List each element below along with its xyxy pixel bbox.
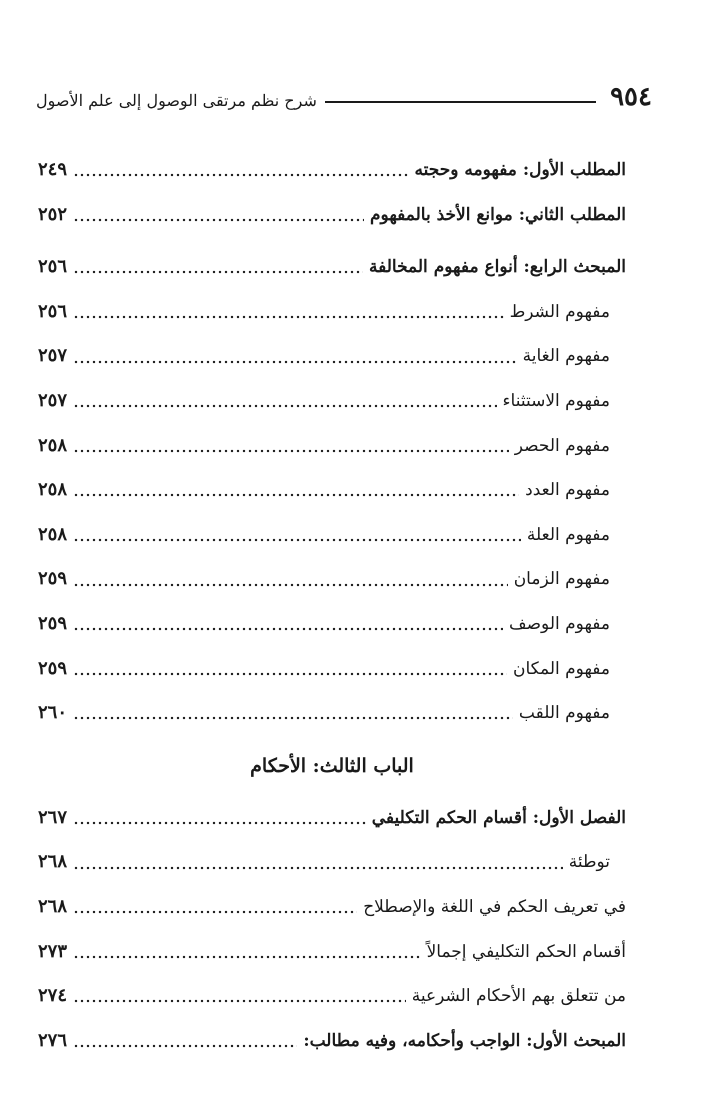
toc-entry-label: مفهوم الغاية bbox=[522, 346, 610, 367]
toc-entry bbox=[38, 796, 626, 841]
toc-entry-label: مفهوم الزمان bbox=[513, 569, 610, 590]
toc-entry-page: ٢٦٨ bbox=[38, 895, 68, 917]
toc-entry bbox=[38, 290, 626, 335]
dot-leader bbox=[73, 716, 513, 720]
toc-entry-page: ٢٥٨ bbox=[38, 434, 68, 456]
toc-entry-label: الفصل الأول: أقسام الحكم التكليفي bbox=[371, 807, 626, 828]
toc-entry bbox=[38, 930, 626, 975]
toc-entry-page: ٢٧٣ bbox=[38, 940, 68, 962]
dot-leader bbox=[73, 315, 504, 319]
toc-entry-page: ٢٥٨ bbox=[38, 479, 68, 501]
running-title: شرح نظم مرتقى الوصول إلى علم الأصول bbox=[36, 91, 317, 110]
toc-entry-page: ٢٧٤ bbox=[38, 985, 68, 1007]
dot-leader bbox=[73, 538, 521, 542]
toc-entry-label: المبحث الرابع: أنواع مفهوم المخالفة bbox=[369, 257, 626, 278]
toc-entry-page: ٢٥٦ bbox=[38, 256, 68, 278]
toc-entry-page: ٢٥٦ bbox=[38, 300, 68, 322]
table-of-contents bbox=[38, 148, 626, 1063]
dot-leader bbox=[73, 999, 406, 1003]
toc-entry-page: ٢٦٧ bbox=[38, 806, 68, 828]
toc-entry-label: مفهوم اللقب bbox=[518, 703, 610, 724]
toc-entry bbox=[38, 148, 626, 193]
header-rule bbox=[325, 101, 596, 103]
toc-entry bbox=[38, 647, 626, 692]
toc-entry-label: مفهوم الاستثناء bbox=[502, 390, 610, 411]
toc-entry bbox=[38, 334, 626, 379]
toc-entry-label: مفهوم العلة bbox=[526, 524, 610, 545]
page-header bbox=[36, 72, 652, 112]
toc-entry bbox=[38, 840, 626, 885]
toc-entry-page: ٢٥٧ bbox=[38, 345, 68, 367]
toc-entry-label: المبحث الأول: الواجب وأحكامه، وفيه مطالب: bbox=[303, 1030, 626, 1051]
toc-entry-page: ٢٧٦ bbox=[38, 1029, 68, 1051]
toc-entry-page: ٢٥٨ bbox=[38, 523, 68, 545]
dot-leader bbox=[73, 360, 517, 364]
toc-entry-label: المطلب الأول: مفهومه وحجته bbox=[414, 160, 626, 180]
toc-entry-page: ٢٤٩ bbox=[38, 159, 68, 180]
toc-entry-page: ٢٥٢ bbox=[38, 203, 68, 225]
dot-leader bbox=[73, 821, 366, 825]
part-title: الباب الثالث: الأحكام bbox=[250, 754, 414, 777]
toc-entry bbox=[38, 245, 626, 290]
toc-entry-label: مفهوم المكان bbox=[512, 658, 610, 679]
toc-entry-label: من تتعلق بهم الأحكام الشرعية bbox=[411, 986, 626, 1007]
toc-entry-page: ٢٦٨ bbox=[38, 851, 68, 873]
toc-entry-label: مفهوم العدد bbox=[525, 480, 610, 501]
toc-entry-label: مفهوم الحصر bbox=[514, 435, 610, 456]
toc-entry-page: ٢٥٩ bbox=[38, 612, 68, 634]
toc-entry bbox=[38, 974, 626, 1019]
toc-entry-label: توطئة bbox=[568, 852, 610, 873]
dot-leader bbox=[73, 866, 563, 870]
dot-leader bbox=[73, 218, 364, 222]
toc-entry-page: ٢٥٩ bbox=[38, 657, 68, 679]
toc-entry bbox=[38, 885, 626, 930]
toc-entry-label: المطلب الثاني: موانع الأخذ بالمفهوم bbox=[370, 204, 626, 225]
dot-leader bbox=[73, 404, 497, 408]
dot-leader bbox=[73, 173, 408, 177]
toc-entry-label: في تعريف الحكم في اللغة والإصطلاح bbox=[363, 896, 626, 917]
dot-leader bbox=[73, 1044, 297, 1048]
dot-leader bbox=[73, 910, 357, 914]
page-number: ٩٥٤ bbox=[610, 82, 652, 112]
toc-entry bbox=[38, 468, 626, 513]
toc-entry-label: أقسام الحكم التكليفي إجمالاً bbox=[426, 941, 626, 962]
toc-entry bbox=[38, 1019, 626, 1064]
toc-entry bbox=[38, 379, 626, 424]
toc-entry bbox=[38, 557, 626, 602]
dot-leader bbox=[73, 627, 503, 631]
dot-leader bbox=[73, 449, 509, 453]
dot-leader bbox=[73, 955, 421, 959]
toc-entry bbox=[38, 691, 626, 736]
dot-leader bbox=[73, 583, 508, 587]
toc-entry bbox=[38, 424, 626, 469]
toc-entry bbox=[38, 193, 626, 238]
toc-entry bbox=[38, 513, 626, 558]
toc-entry-page: ٢٦٠ bbox=[38, 702, 68, 724]
toc-entry-label: مفهوم الوصف bbox=[509, 613, 610, 634]
dot-leader bbox=[73, 493, 519, 497]
toc-entry-page: ٢٥٧ bbox=[38, 389, 68, 411]
toc-entry bbox=[38, 602, 626, 647]
dot-leader bbox=[73, 672, 507, 676]
toc-entry-label: مفهوم الشرط bbox=[509, 301, 610, 322]
dot-leader bbox=[73, 270, 363, 274]
toc-entry-page: ٢٥٩ bbox=[38, 568, 68, 590]
